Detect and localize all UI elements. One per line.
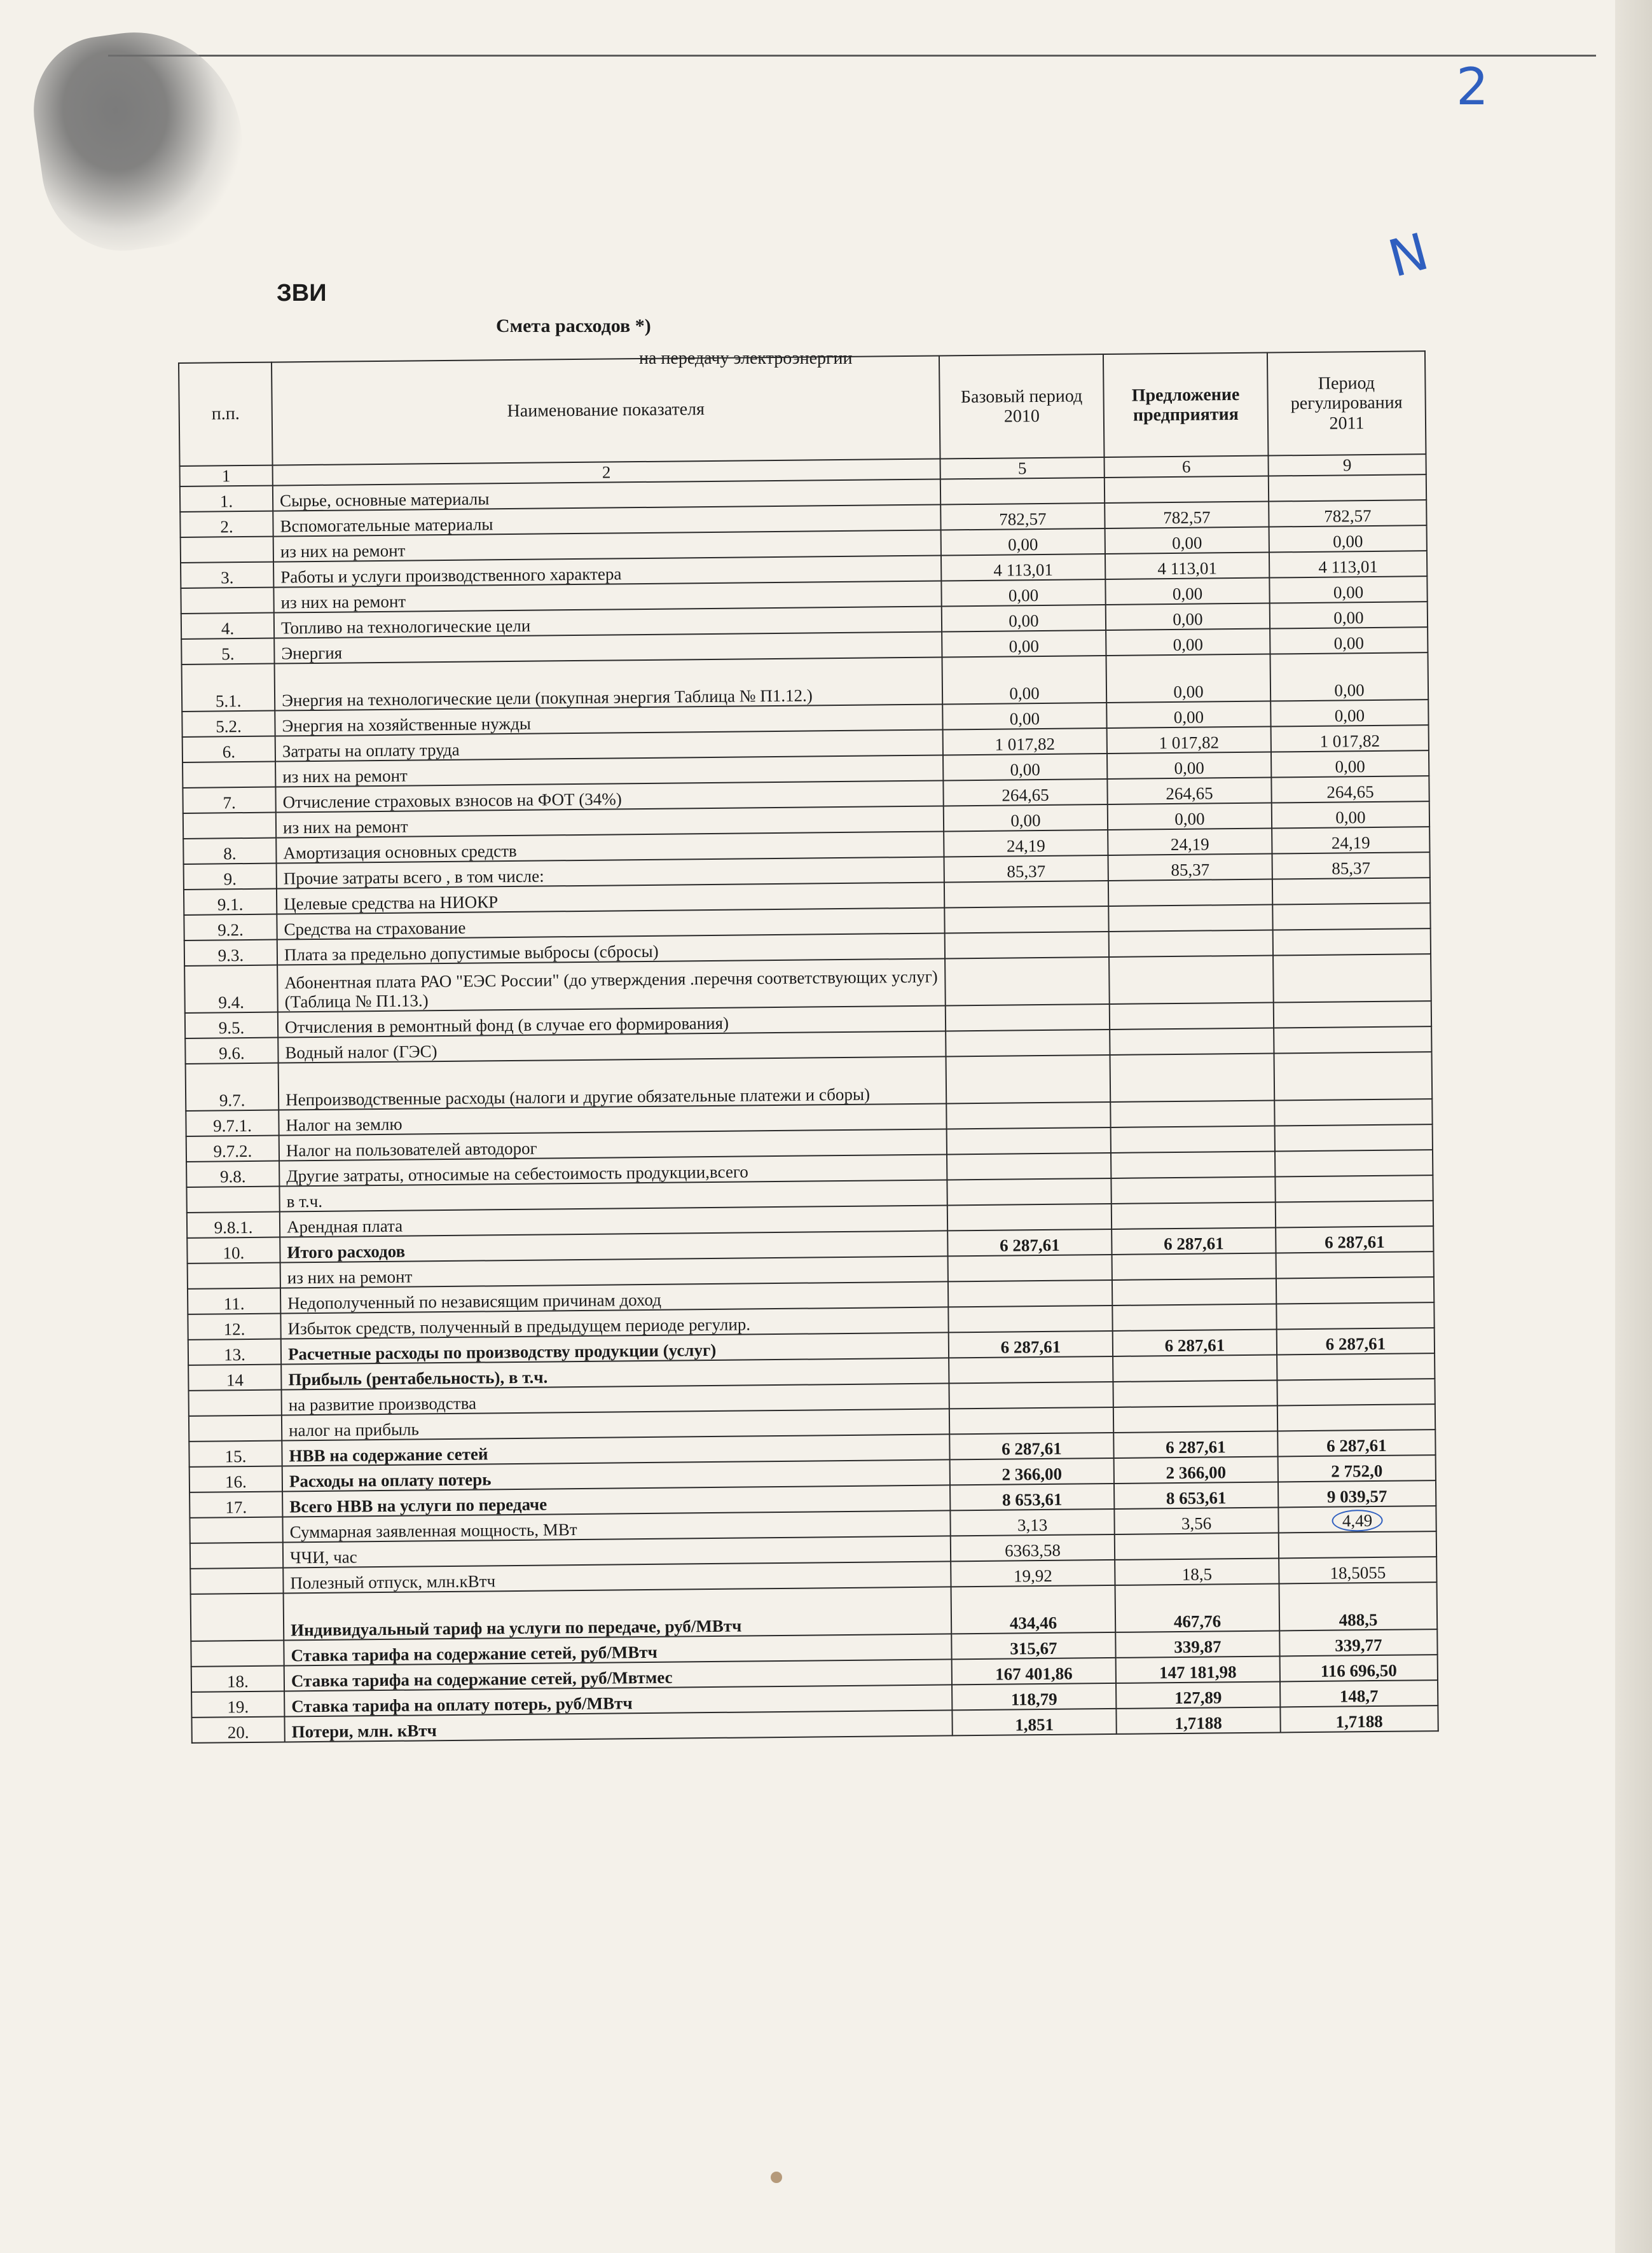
value-base-2010 — [944, 881, 1108, 907]
row-name: Отчисление страховых взносов на ФОТ (34%) — [275, 781, 943, 813]
row-name: Всего НВВ на услуги по передаче — [282, 1485, 950, 1517]
value-regulation-2011: 6 287,61 — [1276, 1226, 1433, 1253]
row-name: Полезный отпуск, млн.кВтч — [283, 1562, 951, 1594]
row-name: на развитие производства — [282, 1384, 949, 1416]
column-index: 9 — [1268, 454, 1426, 476]
value-proposal: 0,00 — [1105, 527, 1269, 554]
value-base-2010: 6 287,61 — [949, 1331, 1113, 1358]
row-name: Абонентная плата РАО "ЕЭС России" (до утверждения .перечня соответствующих услуг) (Таблица № П1.13.) — [277, 959, 946, 1012]
row-code: 5.1. — [182, 664, 275, 712]
row-name: из них на ремонт — [273, 530, 941, 562]
value-base-2010: 6363,58 — [951, 1534, 1115, 1561]
value-base-2010: 315,67 — [951, 1632, 1115, 1659]
value-regulation-2011 — [1277, 1404, 1435, 1431]
value-base-2010 — [949, 1356, 1113, 1383]
row-code: 10. — [187, 1237, 280, 1264]
row-code — [182, 762, 275, 788]
value-regulation-2011: 18,5055 — [1279, 1557, 1436, 1583]
value-proposal: 6 287,61 — [1113, 1431, 1277, 1458]
value-proposal — [1112, 1253, 1276, 1280]
value-base-2010: 4 113,01 — [941, 554, 1105, 581]
value-proposal — [1109, 930, 1273, 957]
value-regulation-2011: 488,5 — [1279, 1582, 1438, 1630]
value-proposal — [1110, 1101, 1274, 1127]
value-regulation-2011: 4 113,01 — [1269, 551, 1427, 577]
row-name: из них на ремонт — [275, 755, 943, 787]
value-proposal — [1110, 1003, 1274, 1030]
value-proposal: 782,57 — [1105, 502, 1269, 528]
value-proposal: 467,76 — [1115, 1584, 1280, 1632]
row-name: Арендная плата — [280, 1206, 947, 1237]
row-name: Средства на страхование — [277, 908, 944, 940]
value-proposal: 8 653,61 — [1114, 1482, 1278, 1509]
value-proposal — [1111, 1152, 1275, 1178]
value-regulation-2011: 0,00 — [1270, 602, 1428, 628]
column-header-name: Наименование показателя — [272, 356, 940, 465]
row-code: 16. — [189, 1466, 282, 1492]
value-regulation-2011: 0,00 — [1270, 699, 1428, 726]
row-code — [181, 588, 273, 614]
value-proposal: 147 181,98 — [1116, 1657, 1280, 1683]
value-proposal — [1111, 1177, 1275, 1204]
value-regulation-2011 — [1279, 1531, 1436, 1558]
row-name: ЧЧИ, час — [283, 1536, 951, 1568]
row-name: Целевые средства на НИОКР — [277, 883, 944, 914]
value-regulation-2011 — [1272, 878, 1430, 904]
value-proposal: 85,37 — [1108, 854, 1272, 881]
value-regulation-2011: 24,19 — [1272, 827, 1429, 853]
row-name: Затраты на оплату труда — [275, 730, 943, 762]
row-code — [189, 1416, 282, 1442]
value-regulation-2011: 116 696,50 — [1280, 1655, 1438, 1681]
value-base-2010: 0,00 — [944, 804, 1108, 831]
value-proposal — [1109, 956, 1274, 1004]
value-base-2010 — [947, 1127, 1111, 1154]
value-proposal: 1,7188 — [1116, 1707, 1280, 1734]
page-edge — [1615, 0, 1652, 2253]
row-name: Итого расходов — [280, 1231, 947, 1263]
handwritten-page-number: 2 — [1456, 57, 1489, 116]
value-base-2010 — [946, 1055, 1111, 1103]
row-name: Энергия — [274, 632, 942, 664]
value-base-2010 — [949, 1382, 1113, 1409]
value-proposal — [1113, 1406, 1277, 1433]
row-code: 9.7.1. — [186, 1110, 279, 1136]
value-base-2010: 0,00 — [943, 754, 1107, 780]
value-base-2010 — [947, 1178, 1111, 1205]
budget-table — [178, 350, 1439, 1744]
value-regulation-2011 — [1275, 1150, 1433, 1176]
row-name: Амортизация основных средств — [276, 832, 944, 864]
row-name: налог на прибыль — [282, 1409, 949, 1441]
value-base-2010 — [940, 478, 1105, 504]
value-base-2010: 8 653,61 — [950, 1484, 1114, 1510]
row-name: Ставка тарифа на содержание сетей, руб/Мвтмес — [284, 1660, 952, 1691]
row-code: 6. — [182, 736, 275, 762]
row-code: 5. — [181, 638, 274, 665]
document-title: Смета расходов *) — [496, 315, 651, 336]
row-code: 3. — [181, 562, 273, 588]
row-name: Плата за предельно допустимые выбросы (сбросы) — [277, 934, 945, 965]
value-regulation-2011 — [1277, 1353, 1435, 1380]
row-code — [186, 1187, 279, 1213]
value-proposal — [1108, 879, 1272, 906]
row-code — [181, 537, 273, 563]
value-regulation-2011: 782,57 — [1269, 500, 1426, 527]
table-header-row — [179, 351, 1426, 466]
row-code: 14 — [188, 1365, 281, 1391]
column-index: 6 — [1104, 456, 1268, 478]
budget-sheet — [178, 350, 1438, 1744]
row-name: Потери, млн. кВтч — [284, 1711, 952, 1742]
row-code: 19. — [191, 1691, 284, 1718]
value-regulation-2011: 339,77 — [1279, 1629, 1437, 1656]
organization-name: ЗВИ — [277, 280, 327, 307]
value-proposal — [1110, 1054, 1275, 1102]
value-proposal — [1108, 905, 1272, 932]
value-base-2010 — [946, 1030, 1110, 1056]
row-code — [188, 1263, 280, 1289]
column-header-number: п.п. — [179, 362, 273, 466]
row-code: 18. — [191, 1666, 284, 1692]
column-index: 1 — [180, 465, 273, 487]
handwritten-check-mark: N — [1382, 221, 1435, 289]
value-regulation-2011: 0,00 — [1271, 750, 1429, 777]
row-code: 9.3. — [184, 940, 277, 966]
value-base-2010: 0,00 — [942, 630, 1106, 657]
row-name: НВВ на содержание сетей — [282, 1435, 949, 1466]
value-base-2010: 782,57 — [940, 503, 1105, 530]
row-code: 2. — [180, 511, 273, 537]
column-index: 2 — [273, 459, 940, 486]
value-base-2010 — [948, 1255, 1112, 1281]
value-regulation-2011 — [1276, 1277, 1434, 1304]
row-code: 9. — [184, 864, 277, 890]
row-code: 9.4. — [184, 965, 278, 1013]
value-regulation-2011: 148,7 — [1280, 1680, 1438, 1707]
row-name: Недополученный по независящим причинам доход — [280, 1282, 948, 1314]
value-proposal: 6 287,61 — [1113, 1330, 1277, 1356]
value-proposal — [1105, 476, 1269, 503]
row-name: Индивидуальный тариф на услуги по передаче, руб/МВтч — [284, 1587, 952, 1641]
value-proposal: 339,87 — [1115, 1631, 1279, 1658]
value-regulation-2011: 6 287,61 — [1277, 1328, 1435, 1354]
row-code: 9.7. — [186, 1063, 279, 1111]
row-code — [190, 1568, 283, 1594]
row-code: 17. — [189, 1492, 282, 1518]
value-base-2010 — [949, 1407, 1113, 1434]
value-base-2010 — [946, 1102, 1110, 1129]
row-name: Избыток средств, полученный в предыдущем периоде регулир. — [280, 1307, 948, 1339]
value-proposal — [1111, 1126, 1275, 1153]
value-proposal: 6 287,61 — [1112, 1228, 1276, 1255]
row-code: 8. — [183, 838, 276, 864]
value-regulation-2011 — [1274, 1026, 1431, 1053]
value-base-2010 — [944, 906, 1108, 933]
row-name: Налог на пользователей автодорог — [279, 1129, 947, 1161]
value-base-2010: 0,00 — [942, 605, 1106, 631]
value-regulation-2011 — [1276, 1302, 1434, 1329]
row-code: 4. — [181, 613, 274, 639]
value-regulation-2011 — [1278, 1506, 1436, 1533]
value-regulation-2011: 0,00 — [1269, 525, 1427, 552]
value-base-2010 — [945, 932, 1109, 958]
value-base-2010: 0,00 — [941, 579, 1105, 606]
value-proposal: 3,56 — [1114, 1508, 1278, 1534]
value-regulation-2011 — [1274, 1099, 1432, 1126]
row-name: из них на ремонт — [273, 581, 941, 613]
row-name: Работы и услуги производственного характера — [273, 556, 941, 588]
value-proposal: 2 366,00 — [1114, 1457, 1278, 1484]
row-code: 13. — [188, 1339, 281, 1365]
value-proposal: 0,00 — [1105, 578, 1269, 605]
value-regulation-2011: 1 017,82 — [1271, 725, 1429, 752]
row-code: 9.8. — [186, 1161, 279, 1187]
row-name: Прибыль (рентабельность), в т.ч. — [281, 1358, 949, 1390]
row-name: Энергия на технологические цели (покупная энергия Таблица № П1.12.) — [275, 658, 943, 711]
value-proposal: 0,00 — [1106, 654, 1270, 703]
value-proposal: 264,65 — [1107, 778, 1271, 804]
value-base-2010: 1 017,82 — [943, 728, 1107, 755]
row-code: 12. — [188, 1314, 280, 1340]
value-proposal: 18,5 — [1115, 1559, 1279, 1585]
column-header-base-2010: Базовый период 2010 — [939, 354, 1105, 458]
row-code: 9.5. — [185, 1012, 278, 1038]
row-code: 9.8.1. — [187, 1212, 280, 1238]
value-regulation-2011: 0,00 — [1270, 627, 1428, 654]
row-code: 11. — [188, 1288, 280, 1314]
value-proposal: 1 017,82 — [1107, 727, 1271, 754]
value-regulation-2011: 2 752,0 — [1278, 1455, 1436, 1482]
value-regulation-2011 — [1274, 1001, 1431, 1028]
column-index: 5 — [940, 457, 1105, 479]
value-base-2010: 6 287,61 — [947, 1229, 1112, 1256]
row-name: из них на ремонт — [276, 806, 944, 838]
row-name: Суммарная заявленная мощность, МВт — [282, 1511, 950, 1543]
row-name: из них на ремонт — [280, 1257, 948, 1288]
value-base-2010 — [948, 1280, 1112, 1307]
value-base-2010: 167 401,86 — [952, 1658, 1116, 1685]
value-base-2010: 24,19 — [944, 830, 1108, 857]
value-regulation-2011: 6 287,61 — [1277, 1430, 1435, 1456]
value-base-2010 — [947, 1153, 1111, 1180]
value-base-2010: 118,79 — [952, 1683, 1116, 1710]
value-base-2010 — [947, 1204, 1112, 1230]
value-proposal: 0,00 — [1106, 629, 1270, 656]
value-proposal: 0,00 — [1107, 752, 1271, 779]
row-name: Расчетные расходы по производству продукции (услуг) — [281, 1333, 949, 1365]
value-base-2010: 0,00 — [942, 656, 1107, 704]
value-regulation-2011: 0,00 — [1270, 652, 1428, 701]
value-proposal — [1115, 1533, 1279, 1560]
value-base-2010: 19,92 — [951, 1560, 1115, 1587]
value-proposal — [1110, 1028, 1274, 1055]
row-code: 5.2. — [182, 711, 275, 737]
row-name: Вспомогательные материалы — [273, 505, 940, 537]
row-name: Ставка тарифа на содержание сетей, руб/МВтч — [284, 1634, 951, 1666]
row-code — [183, 813, 276, 839]
value-base-2010: 0,00 — [942, 703, 1106, 729]
value-proposal — [1112, 1202, 1276, 1229]
row-code: 9.7.2. — [186, 1136, 279, 1162]
row-name: Прочие затраты всего , в том числе: — [277, 857, 944, 889]
row-code — [190, 1543, 283, 1569]
value-regulation-2011 — [1276, 1251, 1434, 1278]
row-code — [189, 1517, 282, 1543]
value-proposal — [1112, 1279, 1276, 1306]
value-proposal: 0,00 — [1106, 603, 1270, 630]
value-proposal — [1113, 1355, 1277, 1382]
scan-dot — [771, 2172, 782, 2183]
row-name: Энергия на хозяйственные нужды — [275, 705, 942, 736]
value-regulation-2011 — [1274, 1052, 1433, 1100]
value-proposal: 24,19 — [1108, 829, 1272, 855]
value-base-2010: 2 366,00 — [950, 1458, 1114, 1485]
value-regulation-2011: 1,7188 — [1280, 1705, 1438, 1732]
row-code — [191, 1641, 284, 1667]
row-name: Сырье, основные материалы — [273, 479, 940, 511]
value-regulation-2011: 9 039,57 — [1278, 1480, 1436, 1507]
value-base-2010: 6 287,61 — [949, 1433, 1113, 1459]
value-regulation-2011 — [1276, 1201, 1433, 1227]
row-code — [191, 1594, 284, 1641]
row-name: Непроизводственные расходы (налоги и другие обязательные платежи и сборы) — [279, 1057, 947, 1110]
row-code: 1. — [180, 486, 273, 512]
row-name: Расходы на оплату потерь — [282, 1460, 950, 1492]
row-name: в т.ч. — [279, 1180, 947, 1212]
row-name: Водный налог (ГЭС) — [278, 1031, 946, 1063]
value-regulation-2011 — [1277, 1379, 1435, 1405]
value-base-2010: 434,46 — [951, 1585, 1116, 1634]
row-code: 15. — [189, 1441, 282, 1467]
value-regulation-2011 — [1275, 1124, 1433, 1151]
column-header-regulation-2011: Период регулирования 2011 — [1267, 351, 1426, 455]
row-code: 7. — [182, 787, 275, 813]
value-base-2010: 264,65 — [943, 779, 1107, 806]
value-regulation-2011: 0,00 — [1269, 576, 1427, 603]
row-name: Ставка тарифа на оплату потерь, руб/МВтч — [284, 1685, 952, 1717]
row-name: Налог на землю — [279, 1104, 946, 1136]
value-base-2010: 1,851 — [952, 1709, 1116, 1735]
value-regulation-2011 — [1272, 903, 1430, 930]
value-regulation-2011: 85,37 — [1272, 852, 1429, 879]
scan-top-line — [108, 55, 1596, 57]
row-code: 9.1. — [184, 889, 277, 915]
value-proposal: 4 113,01 — [1105, 553, 1269, 579]
value-regulation-2011: 264,65 — [1271, 776, 1429, 803]
value-regulation-2011 — [1275, 1175, 1433, 1202]
row-code — [189, 1390, 282, 1416]
row-name: Другие затраты, относимые на себестоимость продукции,всего — [279, 1155, 947, 1187]
value-proposal: 0,00 — [1106, 701, 1270, 728]
circled-value: 4,49 — [1332, 1510, 1383, 1532]
value-base-2010 — [945, 957, 1110, 1005]
value-base-2010: 85,37 — [944, 855, 1108, 882]
value-regulation-2011 — [1273, 928, 1431, 955]
value-proposal: 127,89 — [1116, 1682, 1280, 1709]
value-proposal — [1112, 1304, 1276, 1331]
value-base-2010: 3,13 — [950, 1509, 1114, 1536]
row-name: Топливо на технологические цели — [274, 607, 942, 638]
value-base-2010: 0,00 — [941, 528, 1105, 555]
row-name: Отчисления в ремонтный фонд (в случае его формирования) — [278, 1006, 946, 1038]
document-subtitle: на передачу электроэнергии — [639, 348, 853, 368]
value-regulation-2011 — [1269, 474, 1426, 501]
value-base-2010 — [946, 1004, 1110, 1031]
row-code: 9.2. — [184, 914, 277, 940]
value-base-2010 — [948, 1306, 1112, 1332]
value-regulation-2011: 0,00 — [1272, 801, 1429, 828]
row-code: 20. — [191, 1717, 284, 1743]
row-code: 9.6. — [185, 1038, 278, 1064]
value-proposal: 0,00 — [1108, 803, 1272, 830]
value-regulation-2011 — [1273, 954, 1431, 1002]
column-header-proposal: Предложение предприятия — [1103, 353, 1269, 457]
value-proposal — [1113, 1381, 1277, 1407]
